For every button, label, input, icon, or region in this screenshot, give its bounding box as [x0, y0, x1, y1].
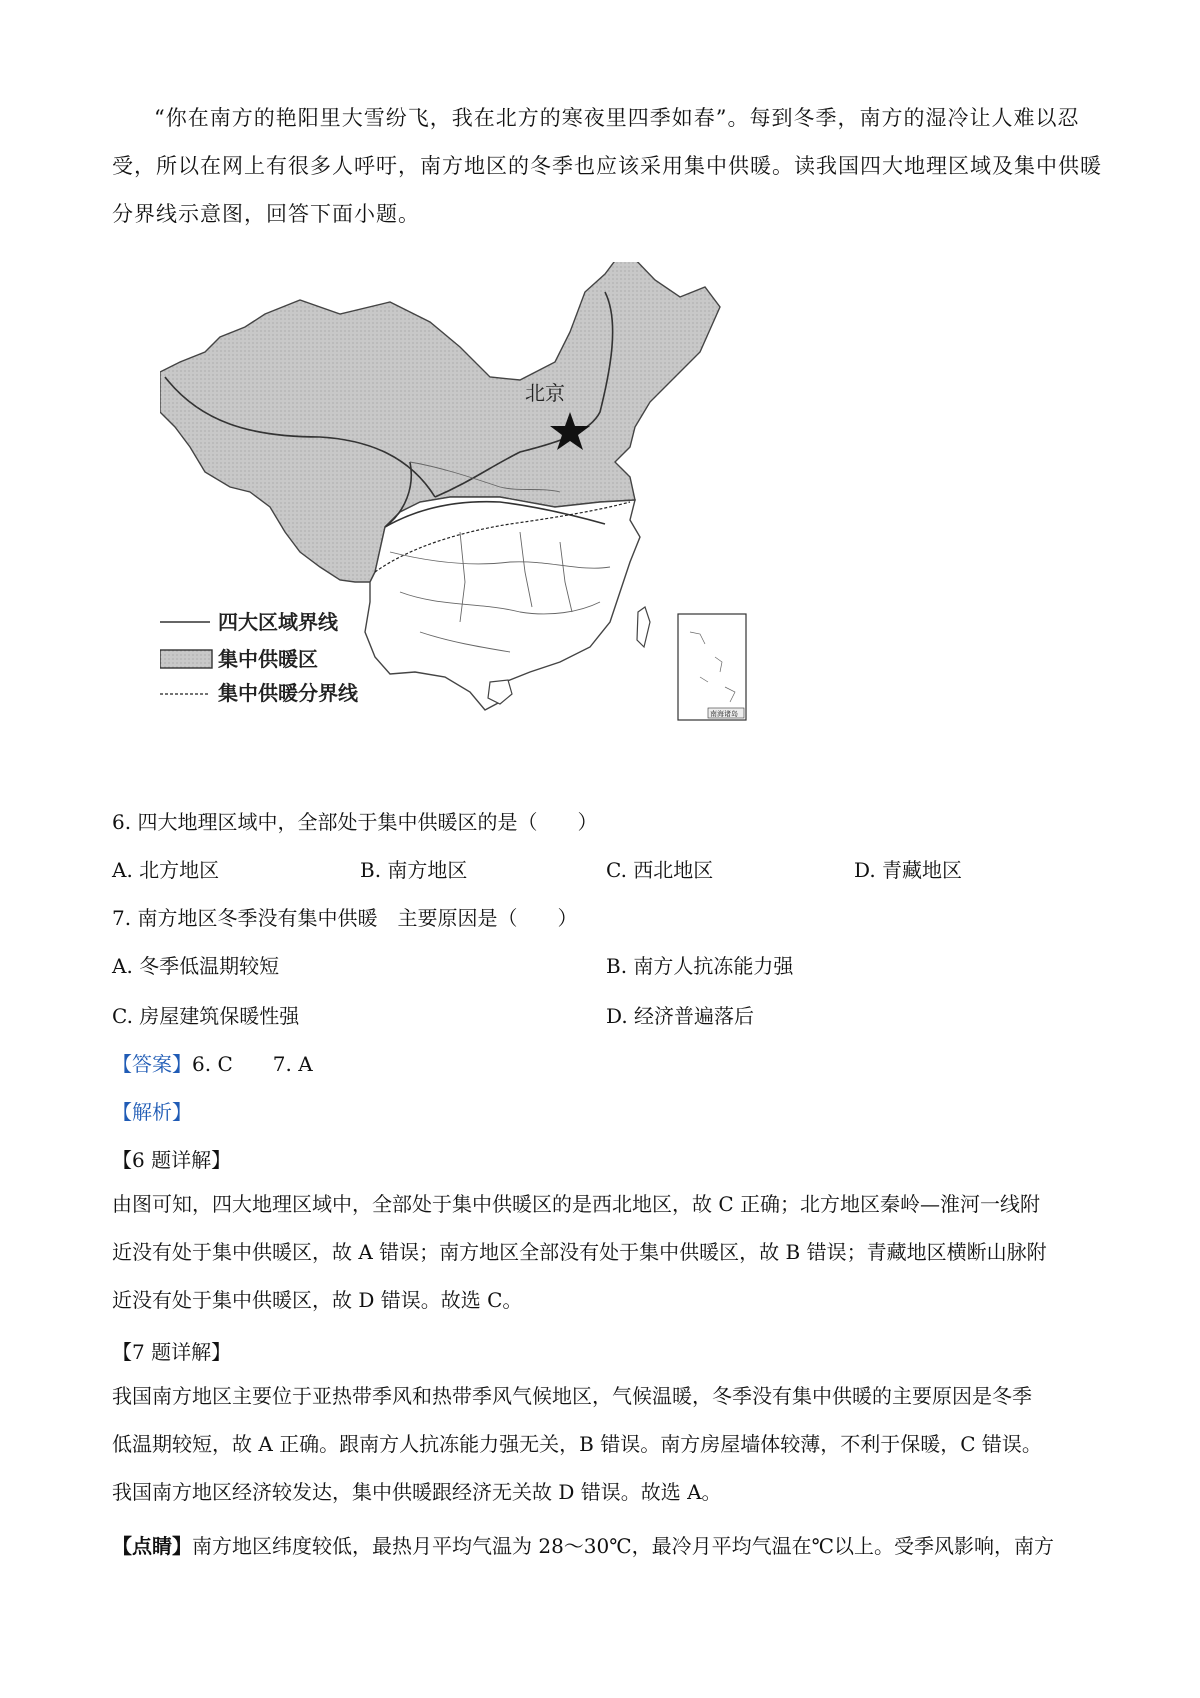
- analysis-heading: [112, 1096, 192, 1125]
- hainan-island: [488, 680, 512, 704]
- question-6-stem: 6. 四大地理区域中，全部处于集中供暖区的是（ ）: [112, 810, 598, 834]
- china-map-figure: [160, 262, 820, 787]
- question-7-stem: 7. 南方地区冬季没有集中供暖 主要原因是（ ）: [112, 906, 578, 930]
- q6-option-a: A. 北方地区: [112, 858, 220, 882]
- analysis-tag: 【解析】: [112, 1100, 192, 1124]
- detail-7-heading: 【7 题详解】: [112, 1340, 232, 1364]
- answer-q7: 7. A: [272, 1052, 313, 1076]
- inset-label: 南海诸岛: [710, 710, 738, 718]
- q6-option-c: C. 西北地区: [606, 858, 714, 882]
- detail-7-body: [112, 1372, 1102, 1516]
- detail-7-line: 我国南方地区经济较发达，集中供暖跟经济无关故 D 错误。故选 A。: [112, 1480, 722, 1504]
- taiwan-island: [637, 607, 650, 647]
- q7-option-d: D. 经济普遍落后: [606, 1004, 755, 1028]
- detail-7-line: 低温期较短，故 A 正确。跟南方人抗冻能力强无关，B 错误。南方房屋墙体较薄，不利于保暖，C 错误。: [112, 1432, 1042, 1456]
- legend-dashed-label: 集中供暖分界线: [218, 681, 358, 705]
- detail-7-line: 我国南方地区主要位于亚热带季风和热带季风气候地区，气候温暖，冬季没有集中供暖的主要原因是冬季: [112, 1384, 1032, 1408]
- detail-6-line: 由图可知，四大地理区域中，全部处于集中供暖区的是西北地区，故 C 正确；北方地区秦岭—淮河一线附: [112, 1192, 1041, 1216]
- intro-text: “你在南方的艳阳里大雪纷飞，我在北方的寒夜里四季如春”。每到冬季，南方的湿冷让人难以忍受，所以在网上有很多人呼吁，南方地区的冬季也应该采用集中供暖。读我国四大地理区域及集中供暖分界线示意图，回答下面小题。: [112, 106, 1102, 226]
- tip-text: 南方地区纬度较低，最热月平均气温为 28～30℃，最冷月平均气温在℃以上。受季风影响，南方: [192, 1534, 1055, 1558]
- beijing-label: 北京: [525, 381, 565, 405]
- answer-tag: 【答案】: [112, 1052, 192, 1076]
- q7-option-c: C. 房屋建筑保暖性强: [112, 1004, 300, 1028]
- q7-option-a: A. 冬季低温期较短: [112, 954, 280, 978]
- q7-option-b: B. 南方人抗冻能力强: [606, 954, 794, 978]
- legend-heating-swatch: [160, 650, 212, 668]
- answer-line: [112, 1048, 313, 1077]
- south-region: [365, 497, 640, 710]
- tip-tag: 【点睛】: [112, 1534, 192, 1558]
- tip-line: [112, 1530, 1054, 1559]
- south-china-sea-inset: [678, 614, 746, 720]
- intro-paragraph: [112, 94, 1102, 238]
- legend-boundary-label: 四大区域界线: [218, 610, 338, 634]
- detail-6-line: 近没有处于集中供暖区，故 D 错误。故选 C。: [112, 1288, 523, 1312]
- detail-6-heading: 【6 题详解】: [112, 1148, 232, 1172]
- answer-q6: 6. C: [192, 1052, 233, 1076]
- legend-heating-label: 集中供暖区: [218, 647, 318, 671]
- q6-option-b: B. 南方地区: [360, 858, 468, 882]
- detail-6-body: [112, 1180, 1102, 1324]
- detail-6-line: 近没有处于集中供暖区，故 A 错误；南方地区全部没有处于集中供暖区，故 B 错误；青藏地区横断山脉附: [112, 1240, 1047, 1264]
- china-map-svg: [160, 262, 820, 787]
- q6-option-d: D. 青藏地区: [854, 858, 963, 882]
